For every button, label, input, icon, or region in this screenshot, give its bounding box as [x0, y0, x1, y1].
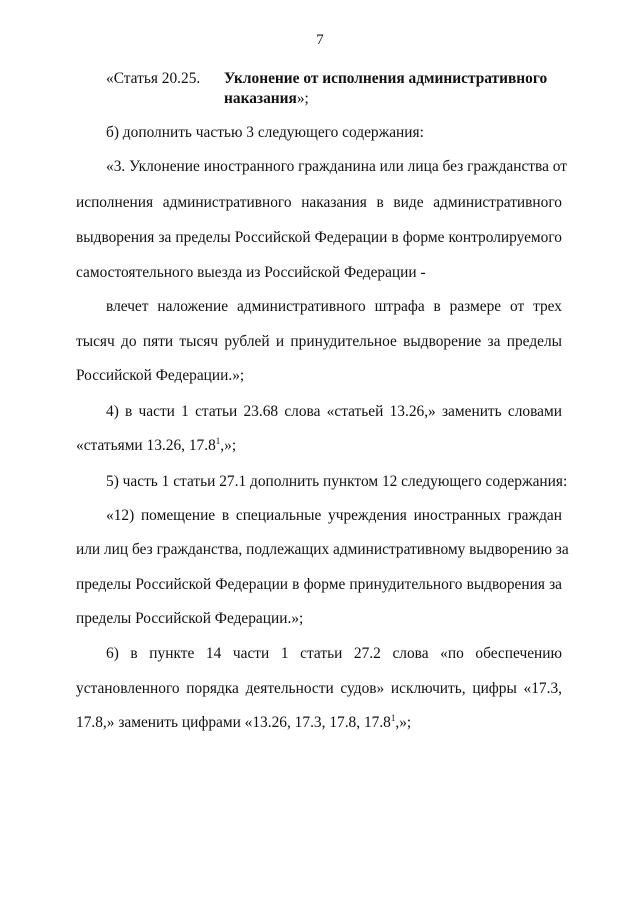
part3-line3: выдворения за пределы Российской Федерации в форме контролируемого [76, 229, 562, 246]
item6-line3 [76, 714, 411, 732]
item4-superscript: 1 [215, 435, 221, 446]
article-label: «Статья 20.25. [106, 70, 201, 87]
page-number: 7 [316, 32, 324, 48]
penalty-line1: влечет наложение административного штрафа в размере от трех [106, 298, 562, 315]
article-title-bold: наказания [224, 90, 297, 107]
part3-line4: самостоятельного выезда из Российской Федерации - [76, 264, 426, 281]
item12-line3: пределы Российской Федерации в форме принудительного выдворения за [76, 576, 562, 593]
article-title-line1: Уклонение от исполнения административного [224, 70, 548, 87]
item4-line2 [76, 437, 236, 455]
article-title-line2 [224, 90, 309, 108]
item12-line4: пределы Российской Федерации.»; [76, 610, 304, 627]
item4-line2-tail: ,»; [220, 437, 237, 454]
article-title-tail: »; [296, 90, 309, 107]
part3-line2: исполнения административного наказания в виде административного [76, 194, 562, 211]
part3-line1: «3. Уклонение иностранного гражданина или лица без гражданства от [106, 158, 567, 175]
item12-line2: или лиц без гражданства, подлежащих административному выдворению за [76, 541, 569, 558]
item6-line2: установленного порядка деятельности судов» исключить, цифры «17.3, [76, 680, 562, 697]
item4-line1: 4) в части 1 статьи 23.68 слова «статьей 13.26,» заменить словами [106, 403, 562, 420]
item6-line1: 6) в пункте 14 части 1 статьи 27.2 слова «по обеспечению [106, 645, 562, 662]
penalty-line3: Российской Федерации.»; [76, 367, 245, 384]
paragraph-b: б) дополнить частью 3 следующего содержания: [106, 124, 424, 141]
item6-line3-text: 17.8,» заменить цифрами «13.26, 17.3, 17.8, 17.8 [76, 714, 391, 731]
penalty-line2: тысяч до пяти тысяч рублей и принудительное выдворение за пределы [76, 333, 562, 350]
item12-line1: «12) помещение в специальные учреждения иностранных граждан [106, 507, 562, 524]
item4-line2-text: «статьями 13.26, 17.8 [76, 437, 216, 454]
item6-line3-tail: ,»; [395, 714, 412, 731]
item6-superscript: 1 [390, 712, 396, 723]
item5-line1: 5) часть 1 статьи 27.1 дополнить пунктом 12 следующего содержания: [106, 473, 568, 490]
